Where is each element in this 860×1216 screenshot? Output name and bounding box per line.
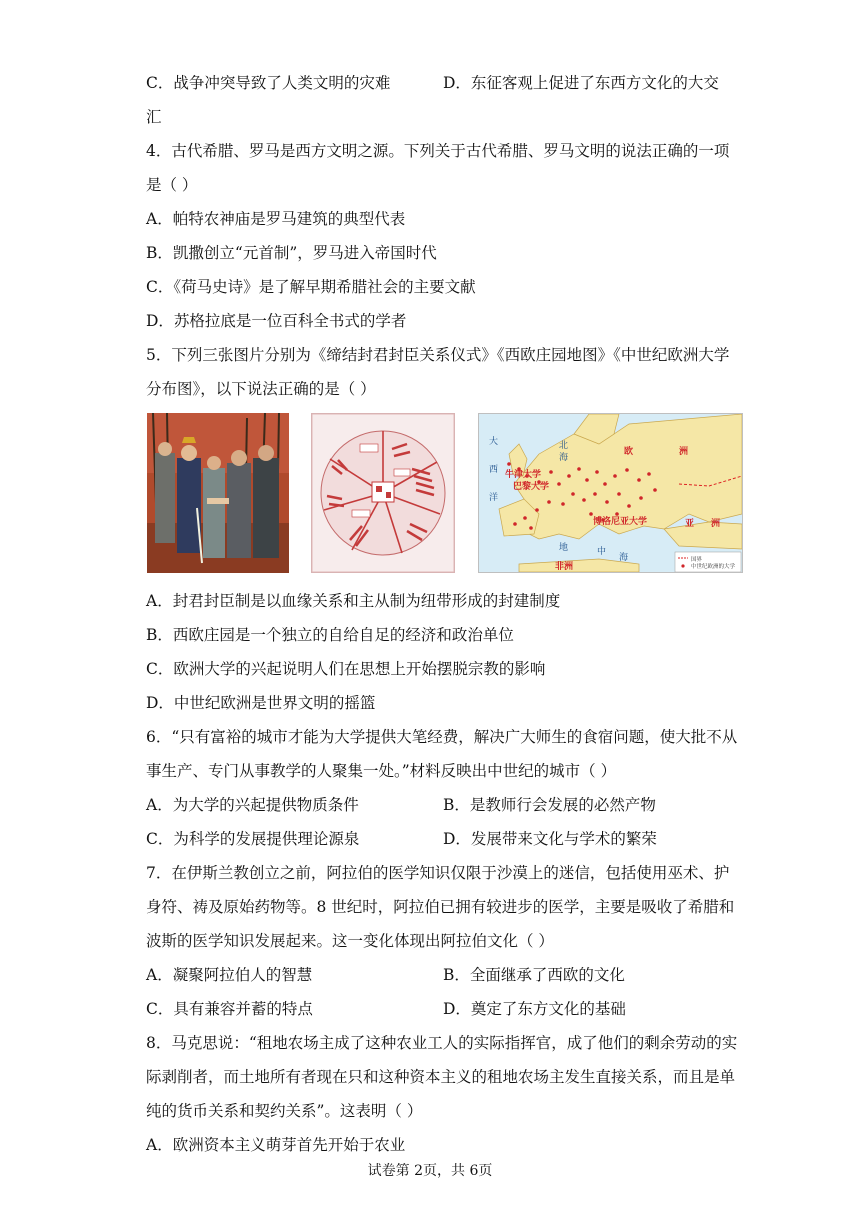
q7-option-b: B．全面继承了西欧的文化 xyxy=(443,966,625,984)
q5-stem: 5．下列三张图片分别为《缔结封君封臣关系仪式》《西欧庄园地图》《中世纪欧洲大学 xyxy=(146,346,730,364)
q4-stem: 4．古代希腊、罗马是西方文明之源。下列关于古代希腊、罗马文明的说法正确的一项 xyxy=(146,142,730,160)
q4-option-d: D．苏格拉底是一位百科全书式的学者 xyxy=(146,312,407,330)
q3-option-c: C．战争冲突导致了人类文明的灾难 xyxy=(146,74,391,92)
page-footer: 试卷第 2页，共 6页 xyxy=(367,1163,493,1179)
q5-stem-cont: 分布图》，以下说法正确的是（ ） xyxy=(146,380,376,398)
map-label-bei: 北 xyxy=(559,441,569,451)
q8-stem-cont: 际剥削者，而土地所有者现在只和这种资本主义的租地农场主发生直接关系，而且是单 xyxy=(146,1068,736,1086)
map-label-zhong: 中 xyxy=(597,547,607,557)
map-label-ya: 亚 xyxy=(685,519,695,529)
manor-map xyxy=(311,413,455,573)
legend-border: 国界 xyxy=(691,557,703,563)
map-label-hai2: 海 xyxy=(619,553,629,563)
university-map xyxy=(478,413,743,573)
map-label-yang: 洋 xyxy=(489,493,499,503)
q6-option-b: B．是教师行会发展的必然产物 xyxy=(443,796,656,814)
q8-option-a: A．欧洲资本主义萌芽首先开始于农业 xyxy=(146,1136,406,1154)
map-label-da: 大 xyxy=(489,437,499,447)
q8-stem-cont-2: 纯的货币关系和契约关系”。这表明（ ） xyxy=(146,1102,423,1120)
q7-stem: 7．在伊斯兰教创立之前，阿拉伯的医学知识仅限于沙漠上的迷信，包括使用巫术、护 xyxy=(146,864,730,882)
map-label-di: 地 xyxy=(559,543,569,553)
q5-option-a: A．封君封臣制是以血缘关系和主从制为纽带形成的封建制度 xyxy=(146,592,561,610)
q6-stem-cont: 事生产、专门从事教学的人聚集一处。”材料反映出中世纪的城市（ ） xyxy=(146,762,617,780)
q7-stem-cont-2: 波斯的医学知识发展起来。这一变化体现出阿拉伯文化（ ） xyxy=(146,932,554,950)
q7-option-c: C．具有兼容并蓄的特点 xyxy=(146,1000,313,1018)
map-label-bologna: 博洛尼亚大学 xyxy=(593,517,648,527)
q4-stem-cont: 是（ ） xyxy=(146,176,198,194)
q5-option-b: B．西欧庄园是一个独立的自给自足的经济和政治单位 xyxy=(146,626,514,644)
q8-stem: 8．马克思说：“租地农场主成了这种农业工人的实际指挥官，成了他们的剩余劳动的实 xyxy=(146,1034,738,1052)
map-label-paris: 巴黎大学 xyxy=(513,482,550,492)
map-label-xi: 西 xyxy=(489,465,499,475)
q6-stem: 6．“只有富裕的城市才能为大学提供大笔经费，解决广大师生的食宿问题，使大批不从 xyxy=(146,728,738,746)
q6-option-c: C．为科学的发展提供理论源泉 xyxy=(146,830,360,848)
q4-option-c: C．《荷马史诗》是了解早期希腊社会的主要文献 xyxy=(146,278,476,296)
map-label-zhou2: 洲 xyxy=(711,519,721,529)
q3-option-d: D．东征客观上促进了东西方文化的大交 xyxy=(443,74,719,92)
q5-option-c: C．欧洲大学的兴起说明人们在思想上开始摆脱宗教的影响 xyxy=(146,660,546,678)
q3-option-d-cont: 汇 xyxy=(146,108,162,126)
q4-option-a: A．帕特农神庙是罗马建筑的典型代表 xyxy=(146,210,406,228)
q6-option-d: D．发展带来文化与学术的繁荣 xyxy=(443,830,657,848)
map-label-africa: 非洲 xyxy=(555,562,574,572)
ceremony-painting xyxy=(147,413,289,573)
q5-option-d: D．中世纪欧洲是世界文明的摇篮 xyxy=(146,694,376,712)
q6-option-a: A．为大学的兴起提供物质条件 xyxy=(146,796,359,814)
map-label-ou: 欧 xyxy=(624,447,634,457)
map-label-zhou1: 洲 xyxy=(679,447,689,457)
q7-stem-cont: 身符、祷及原始药物等。8 世纪时，阿拉伯已拥有较进步的医学，主要是吸收了希腊和 xyxy=(146,898,735,916)
map-label-hai: 海 xyxy=(559,453,569,463)
map-label-oxford: 牛津大学 xyxy=(505,470,542,480)
q7-option-d: D．奠定了东方文化的基础 xyxy=(443,1000,626,1018)
q7-option-a: A．凝聚阿拉伯人的智慧 xyxy=(146,966,313,984)
q4-option-b: B．凯撒创立“元首制”，罗马进入帝国时代 xyxy=(146,244,437,262)
legend-university: 中世纪欧洲的大学 xyxy=(691,564,736,570)
